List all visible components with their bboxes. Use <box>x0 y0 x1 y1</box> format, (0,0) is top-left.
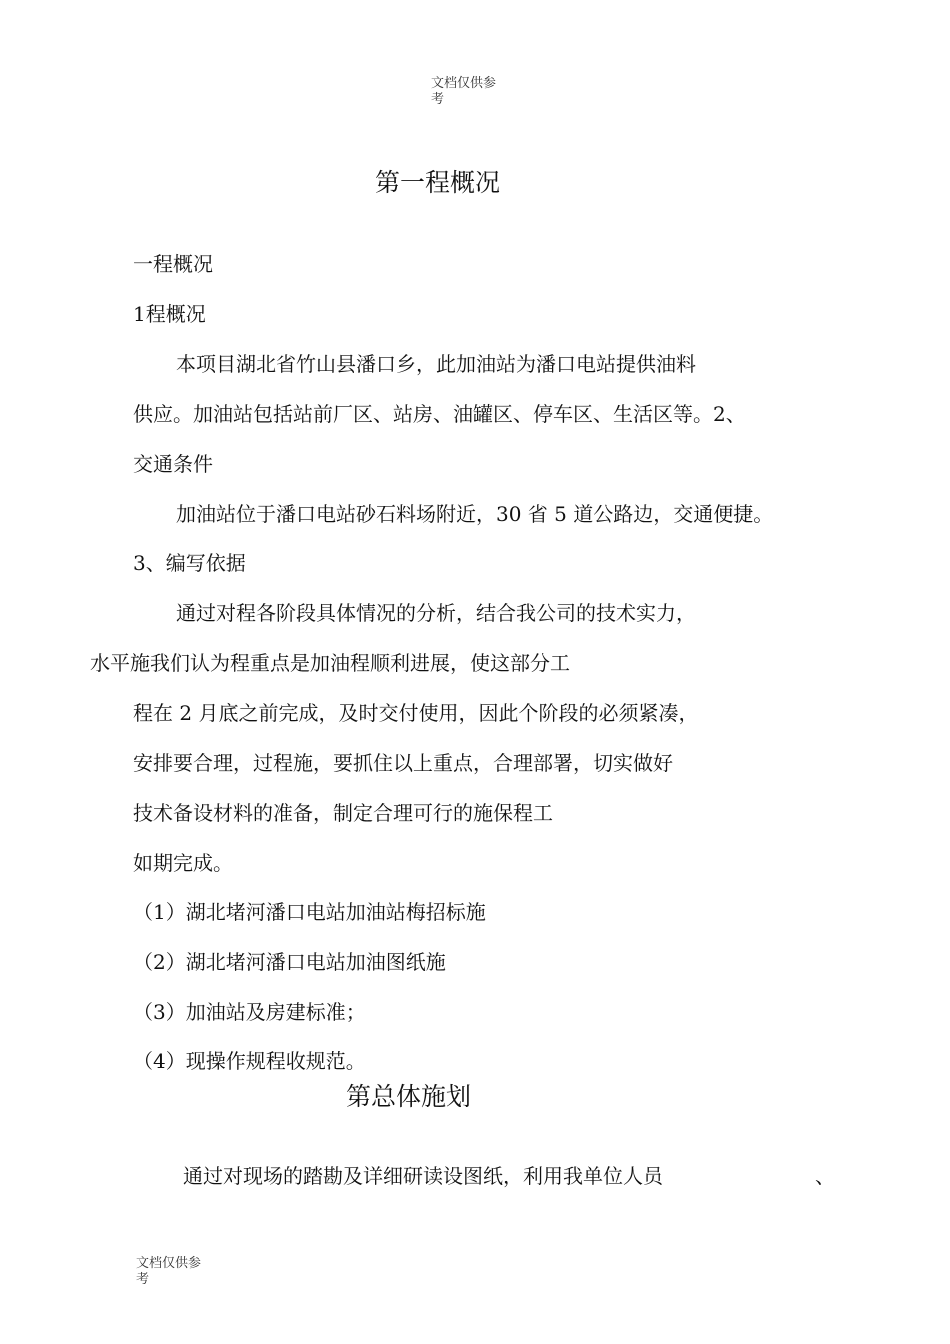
paragraph-3-line-5: 技术备设材料的准备，制定合理可行的施保程工 <box>133 801 553 825</box>
footer-watermark-line-1: 文档仅供参 <box>136 1256 202 1271</box>
reference-item-4: （4）现操作规程收规范。 <box>133 1049 366 1073</box>
header-watermark <box>431 76 496 108</box>
footer-watermark <box>136 1256 201 1288</box>
watermark-line-2: 考 <box>431 92 445 107</box>
sub-heading-1: 1程概况 <box>133 302 206 326</box>
paragraph-1-line-2: 供应。加油站包括站前厂区、站房、油罐区、停车区、生活区等。2、 <box>133 402 746 426</box>
reference-item-2: （2）湖北堵河潘口电站加油图纸施 <box>133 950 446 974</box>
reference-item-3: （3）加油站及房建标准； <box>133 1000 366 1024</box>
chapter-1-title: 第一程概况 <box>375 168 501 197</box>
sub-heading-3: 3、编写依据 <box>133 551 246 575</box>
paragraph-3-line-3: 程在 2 月底之前完成，及时交付使用，因此个阶段的必须紧凑， <box>133 701 699 725</box>
paragraph-3-line-6: 如期完成。 <box>133 851 233 875</box>
paragraph-4: 通过对现场的踏勘及详细研读设图纸，利用我单位人员 <box>183 1164 663 1188</box>
paragraph-3-line-1: 通过对程各阶段具体情况的分析，结合我公司的技术实力， <box>176 601 696 625</box>
watermark-line-1: 文档仅供参 <box>431 76 497 91</box>
chapter-2-title: 第总体施划 <box>346 1082 472 1111</box>
paragraph-3-line-4: 安排要合理，过程施，要抓住以上重点，合理部署，切实做好 <box>133 751 673 775</box>
paragraph-1-line-3: 交通条件 <box>133 452 213 476</box>
paragraph-4-trailing-mark: 、 <box>815 1164 835 1188</box>
paragraph-2: 加油站位于潘口电站砂石料场附近，30 省 5 道公路边，交通便捷。 <box>176 502 774 526</box>
reference-item-1: （1）湖北堵河潘口电站加油站梅招标施 <box>133 900 486 924</box>
paragraph-3-line-2: 水平施我们认为程重点是加油程顺利进展，使这部分工 <box>90 651 570 675</box>
footer-watermark-line-2: 考 <box>136 1272 150 1287</box>
paragraph-1-line-1: 本项目湖北省竹山县潘口乡，此加油站为潘口电站提供油料 <box>176 352 696 376</box>
section-heading: 一程概况 <box>133 252 213 276</box>
